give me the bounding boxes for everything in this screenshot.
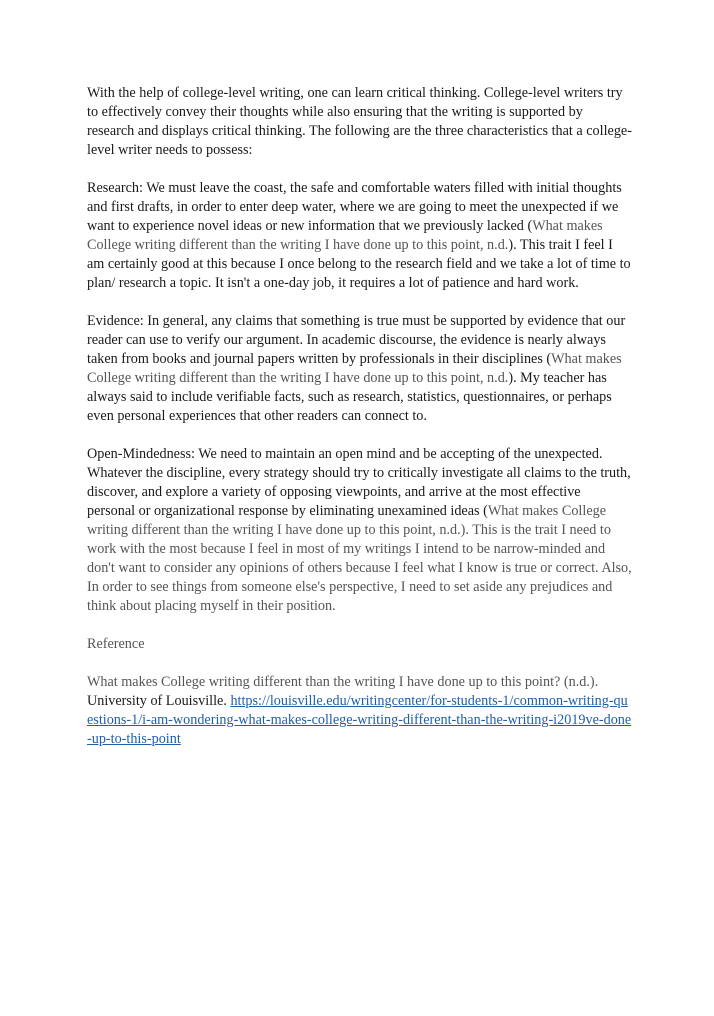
open-mindedness-text: Open-Mindedness: We need to maintain an open mind and be accepting of the unexpected. Whatever the discipline, every strategy should try to critically investigate all claims to the truth, discover, and explore a variety of opposing viewpoints, and arrive at the most effective personal or organizational response by eliminating unexamined ideas (	[87, 446, 631, 519]
evidence-citation: What makes College writing different than the writing I have done up to this point, n.d.	[87, 351, 622, 386]
research-text-after: ). This trait I feel I am certainly good at this because I once belong to the research field and we take a lot of time to plan/ research a topic. It isn't a one-day job, it requires a lot of patience and hard work.	[87, 237, 631, 291]
open-mindedness-paragraph	[87, 445, 632, 616]
research-citation: What makes College writing different than the writing I have done up to this point, n.d.	[87, 218, 603, 253]
reference-entry	[87, 673, 632, 749]
open-mindedness-citation: What makes College writing different than the writing I have done up to this point, n.d.	[87, 503, 607, 538]
reference-heading: Reference	[87, 636, 145, 652]
open-mindedness-text-after: ). This is the trait I need to work with the most because I feel in most of my writings I intend to be narrow-minded and don't want to consider any opinions of others because I feel what I know is true or correct. Also, In order to see things from someone else's perspective, I need to set aside any prejudices and think about placing myself in their position.	[87, 522, 632, 614]
reference-publisher: University of Louisville.	[87, 693, 231, 709]
reference-link[interactable]: https://louisville.edu/writingcenter/for-students-1/common-writing-questions-1/i-am-wondering-what-makes-college-writing-different-than-the-writing-i2019ve-done-up-to-this-point	[87, 693, 632, 747]
evidence-paragraph	[87, 312, 632, 426]
evidence-text: Evidence: In general, any claims that something is true must be supported by evidence that our reader can use to verify our argument. In academic discourse, the evidence is nearly always taken from books and journal papers written by professionals in their disciplines (	[87, 313, 626, 367]
intro-paragraph: With the help of college-level writing, one can learn critical thinking. College-level writers try to effectively convey their thoughts while also ensuring that the writing is supported by research and displays critical thinking. The following are the three characteristics that a college-level writer needs to possess:	[87, 85, 632, 158]
reference-title: What makes College writing different than the writing I have done up to this point? (n.d.).	[87, 674, 599, 690]
research-paragraph	[87, 179, 632, 293]
research-text: Research: We must leave the coast, the safe and comfortable waters filled with initial thoughts and first drafts, in order to enter deep water, where we are going to meet the unexpected if we want to experience novel ideas or new information that we previously lacked (	[87, 180, 622, 234]
document-body	[87, 84, 632, 768]
evidence-text-after: ). My teacher has always said to include verifiable facts, such as research, statistics, questionnaires, or perhaps even personal experiences that other readers can connect to.	[87, 370, 612, 424]
